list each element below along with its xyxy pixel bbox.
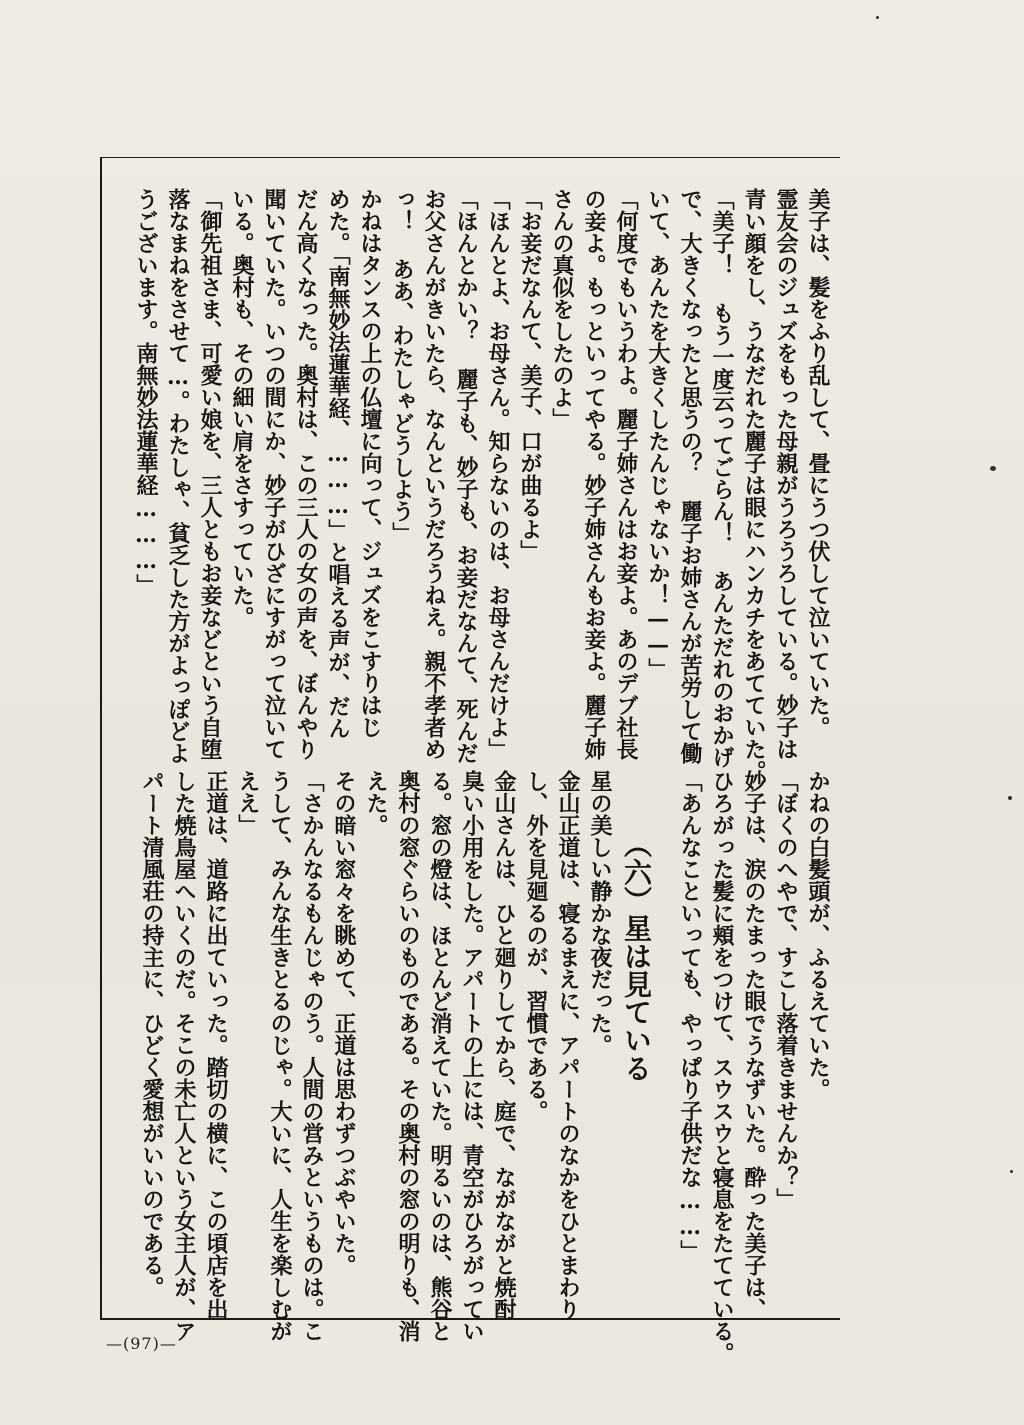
text-column: パート清風荘の持主に、ひどく愛想がいいのである。: [139, 770, 165, 1298]
text-column: 「さかんなるもんじゃのう。人間の営みというものは。こ: [299, 770, 325, 1342]
text-column: 「ほんとかい？ 麗子も、妙子も、お妾だなんて、死んだ: [453, 188, 479, 764]
text-column: 金山さんは、ひと廻りしてから、庭で、ながながと焼酎: [491, 770, 517, 1320]
text-column: かねはタンスの上の仏壇に向って、ジュズをこすりはじ: [357, 188, 383, 738]
text-column: 「御先祖さま、可愛い娘を、三人ともお妾などという自堕: [197, 188, 223, 760]
text-column: 「美子！ もう一度云ってごらん！ あんただれのおかげ: [709, 188, 735, 768]
text-column: 青い顔をし、うなだれた麗子は眼にハンカチをあてていた。: [741, 188, 767, 782]
text-column: 「ほんとよ、お母さん。知らないのは、お母さんだけよ」: [485, 188, 511, 760]
text-column: うございます。南無妙法蓮華経………」: [133, 188, 159, 596]
text-column: その暗い窓々を眺めて、正道は思わずつぶやいた。: [331, 770, 357, 1276]
text-column: 妙子は、涙のたまった眼でうなずいた。酔った美子は、: [741, 770, 767, 1320]
scan-speck: [876, 16, 879, 19]
text-column: いて、あんたを大きくしたんじゃないか！——」: [645, 188, 671, 680]
text-column: し、外を見廻るのが、習慣である。: [523, 770, 549, 1122]
text-column: 正道は、道路に出ていった。踏切の横に、この頃店を出: [203, 770, 229, 1320]
text-column: 金山正道は、寝るまえに、アパートのなかをひとまわり: [555, 770, 581, 1320]
text-column: っ！ ああ、わたしゃどうしよう」: [389, 188, 415, 544]
text-column: うして、みんな生きとるのじゃ。大いに、人生を楽しむが: [267, 770, 293, 1342]
text-column: 奥村の窓ぐらいのものである。その奥村の窓の明りも、消: [395, 770, 421, 1342]
text-column: めた。「南無妙法蓮華経、………」と唱える声が、だん: [325, 188, 351, 739]
page-number: —(97)—: [106, 1334, 177, 1353]
scan-speck: [1010, 1170, 1013, 1173]
text-column: 聞いていた。いつの間にか、妙子がひざにすがって泣いて: [261, 188, 287, 760]
text-column: ええ」: [235, 770, 261, 836]
text-column: 「あんなこといっても、やっぱり子供だな……」: [677, 770, 703, 1262]
text-column: お父さんがきいたら、なんというだろうねえ。親不孝者め: [421, 188, 447, 760]
text-column: の妾よ。もっといってやる。妙子姉さんもお妾よ。麗子姉: [581, 188, 607, 760]
text-column: る。窓の燈は、ほとんど消えていた。明るいのは、熊谷と: [427, 770, 453, 1342]
text-column: 「ぼくのへやで、すこし落着きませんか？」: [773, 770, 799, 1210]
text-column: 美子は、髪をふり乱して、畳にうつ伏して泣いていた。: [805, 188, 831, 738]
text-column: 「お妾だなんて、美子、口が曲るよ」: [517, 188, 543, 562]
text-column: した焼鳥屋へいくのだ。そこの未亡人という女主人が、ア: [171, 770, 197, 1342]
text-column: えた。: [363, 770, 389, 836]
text-column: 落なまねをさせて…。わたしゃ、貧乏した方がよっぽどよ: [165, 188, 191, 764]
scan-speck: [1008, 796, 1012, 800]
section-heading: （六）星は見ている: [620, 830, 653, 1082]
text-column: 星の美しい静かな夜だった。: [587, 770, 613, 1056]
text-column: だん高くなった。奥村は、この三人の女の声を、ぼんやり: [293, 188, 319, 760]
text-column: ひろがった髪に頬をつけて、スウスウと寝息をたてている。: [709, 770, 735, 1364]
text-column: 「何度でもいうわよ。麗子姉さんはお妾よ。あのデブ社長: [613, 188, 639, 760]
text-column: さんの真似をしたのよ」: [549, 188, 575, 430]
text-column: いる。奥村も、その細い肩をさすっていた。: [229, 188, 255, 628]
text-column: かねの白髪頭が、ふるえていた。: [805, 770, 831, 1100]
text-column: で、大きくなったと思うの？ 麗子お姉さんが苦労して働: [677, 188, 703, 764]
text-column: 臭い小用をした。アパートの上には、青空がひろがってい: [459, 770, 485, 1342]
text-column: 霊友会のジュズをもった母親がうろうろしている。妙子は: [773, 188, 799, 760]
scan-speck: [990, 466, 996, 471]
